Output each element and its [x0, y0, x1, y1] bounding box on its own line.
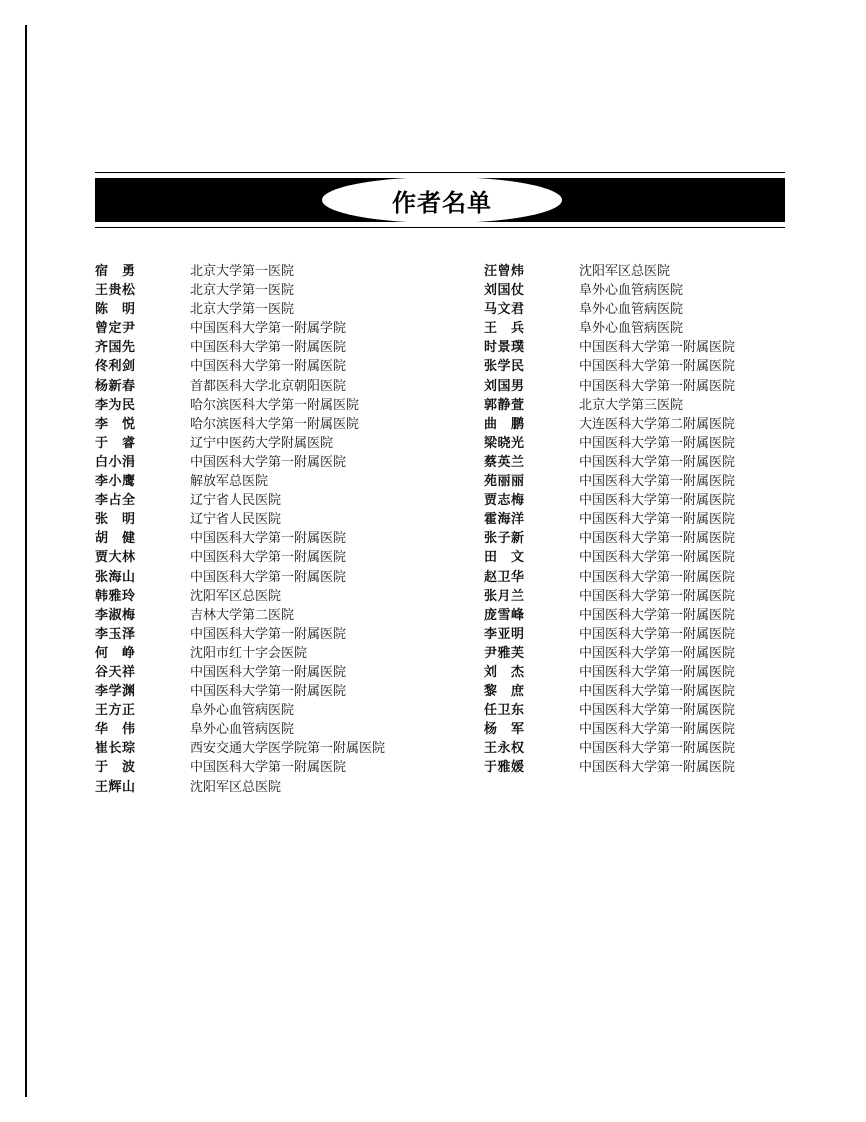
author-name: 郭静萱 — [484, 397, 525, 413]
author-affiliation: 哈尔滨医科大学第一附属医院 — [190, 397, 360, 413]
author-affiliation: 中国医科大学第一附属医院 — [190, 664, 347, 680]
author-name: 李 悦 — [95, 416, 136, 432]
author-affiliation: 中国医科大学第一附属医院 — [579, 454, 736, 470]
author-affiliation: 中国医科大学第一附属医院 — [190, 569, 347, 585]
author-name: 宿 勇 — [95, 264, 136, 279]
author-entry — [484, 587, 735, 606]
author-affiliation: 沈阳市红十字会医院 — [190, 645, 308, 661]
author-entry — [484, 701, 735, 720]
author-affiliation: 沈阳军区总医院 — [190, 588, 282, 604]
author-name: 尹雅芙 — [484, 645, 525, 661]
author-name: 杨 军 — [484, 722, 525, 738]
author-entry — [484, 758, 735, 777]
author-affiliation: 中国医科大学第一附属医院 — [579, 340, 736, 356]
author-affiliation: 阜外心血管病医院 — [190, 722, 295, 738]
section-banner — [95, 172, 785, 228]
author-name: 任卫东 — [484, 703, 525, 719]
author-affiliation: 中国医科大学第一附属医院 — [190, 340, 347, 356]
author-name: 汪曾炜 — [484, 264, 525, 279]
author-name: 马文君 — [484, 302, 525, 318]
author-list-right-column — [484, 262, 735, 778]
author-entry — [484, 548, 735, 567]
author-affiliation: 北京大学第一医院 — [190, 283, 295, 299]
page-binding-edge — [25, 25, 27, 1097]
author-entry — [95, 300, 385, 319]
author-entry — [95, 663, 385, 682]
author-entry — [484, 300, 735, 319]
author-entry — [484, 357, 735, 376]
author-name: 庞雪峰 — [484, 607, 525, 623]
author-name: 王 兵 — [484, 321, 525, 337]
author-name: 王辉山 — [95, 779, 136, 795]
author-name: 佟利剑 — [95, 359, 136, 375]
author-name: 张海山 — [95, 569, 136, 585]
author-entry — [484, 682, 735, 701]
author-entry — [484, 739, 735, 758]
author-affiliation: 中国医科大学第一附属医院 — [579, 378, 736, 394]
author-name: 时景璞 — [484, 340, 525, 356]
author-affiliation: 中国医科大学第一附属医院 — [579, 512, 736, 528]
author-name: 王贵松 — [95, 283, 136, 299]
author-affiliation: 阜外心血管病医院 — [579, 321, 684, 337]
author-affiliation: 沈阳军区总医院 — [190, 779, 282, 795]
author-affiliation: 中国医科大学第一附属医院 — [579, 607, 736, 623]
author-affiliation: 中国医科大学第一附属医院 — [579, 741, 736, 757]
author-name: 杨新春 — [95, 378, 136, 394]
author-entry — [484, 720, 735, 739]
author-entry — [95, 548, 385, 567]
author-name: 王永权 — [484, 741, 525, 757]
author-entry — [95, 281, 385, 300]
author-entry — [484, 377, 735, 396]
author-affiliation: 中国医科大学第一附属医院 — [579, 703, 736, 719]
author-name: 韩雅玲 — [95, 588, 136, 604]
author-affiliation: 北京大学第一医院 — [190, 264, 295, 279]
author-affiliation: 中国医科大学第一附属医院 — [579, 474, 736, 490]
author-affiliation: 中国医科大学第一附属医院 — [579, 493, 736, 509]
author-entry — [484, 262, 735, 281]
author-affiliation: 解放军总医院 — [190, 474, 269, 490]
author-name: 曾定尹 — [95, 321, 136, 337]
author-entry — [95, 701, 385, 720]
author-entry — [484, 625, 735, 644]
author-name: 黎 庶 — [484, 684, 525, 700]
author-entry — [95, 472, 385, 491]
author-affiliation: 中国医科大学第一附属医院 — [579, 435, 736, 451]
author-name: 王方正 — [95, 703, 136, 719]
author-list-left-column — [95, 262, 385, 797]
author-affiliation: 吉林大学第二医院 — [190, 607, 295, 623]
author-affiliation: 中国医科大学第一附属医院 — [190, 531, 347, 547]
author-name: 贾大林 — [95, 550, 136, 566]
author-entry — [484, 281, 735, 300]
author-affiliation: 辽宁中医药大学附属医院 — [190, 435, 334, 451]
author-name: 曲 鹏 — [484, 416, 525, 432]
author-affiliation: 中国医科大学第一附属医院 — [579, 588, 736, 604]
author-name: 于 波 — [95, 760, 136, 776]
author-name: 霍海洋 — [484, 512, 525, 528]
author-entry — [95, 415, 385, 434]
author-entry — [484, 663, 735, 682]
author-name: 李小鹰 — [95, 474, 136, 490]
author-affiliation: 中国医科大学第一附属医院 — [579, 569, 736, 585]
author-entry — [484, 453, 735, 472]
author-affiliation: 北京大学第一医院 — [190, 302, 295, 318]
author-entry — [95, 453, 385, 472]
author-name: 谷天祥 — [95, 664, 136, 680]
author-name: 贾志梅 — [484, 493, 525, 509]
author-entry — [95, 377, 385, 396]
author-affiliation: 北京大学第三医院 — [579, 397, 684, 413]
author-affiliation: 大连医科大学第二附属医院 — [579, 416, 736, 432]
author-name: 胡 健 — [95, 531, 136, 547]
author-name: 刘 杰 — [484, 664, 525, 680]
author-affiliation: 中国医科大学第一附属医院 — [579, 359, 736, 375]
author-entry — [95, 758, 385, 777]
author-affiliation: 中国医科大学第一附属医院 — [579, 531, 736, 547]
author-affiliation: 中国医科大学第一附属医院 — [579, 550, 736, 566]
author-entry — [484, 338, 735, 357]
author-affiliation: 中国医科大学第一附属医院 — [190, 550, 347, 566]
author-name: 赵卫华 — [484, 569, 525, 585]
author-affiliation: 中国医科大学第一附属医院 — [190, 626, 347, 642]
author-name: 刘国男 — [484, 378, 525, 394]
author-entry — [95, 682, 385, 701]
author-entry — [95, 606, 385, 625]
author-affiliation: 中国医科大学第一附属医院 — [579, 684, 736, 700]
author-name: 陈 明 — [95, 302, 136, 318]
author-entry — [484, 568, 735, 587]
author-affiliation: 中国医科大学第一附属学院 — [190, 321, 347, 337]
author-entry — [484, 396, 735, 415]
author-name: 李淑梅 — [95, 607, 136, 623]
author-name: 田 文 — [484, 550, 525, 566]
author-entry — [484, 491, 735, 510]
author-entry — [484, 415, 735, 434]
author-entry — [95, 396, 385, 415]
author-entry — [484, 606, 735, 625]
author-entry — [95, 568, 385, 587]
author-entry — [95, 720, 385, 739]
author-name: 苑丽丽 — [484, 474, 525, 490]
author-affiliation: 中国医科大学第一附属医院 — [579, 760, 736, 776]
author-name: 李亚明 — [484, 626, 525, 642]
author-affiliation: 中国医科大学第一附属医院 — [190, 760, 347, 776]
page-title: 作者名单 — [392, 188, 492, 217]
author-name: 李学渊 — [95, 684, 136, 700]
author-entry — [484, 319, 735, 338]
author-entry — [95, 338, 385, 357]
author-entry — [484, 434, 735, 453]
author-entry — [484, 510, 735, 529]
author-entry — [95, 319, 385, 338]
author-affiliation: 西安交通大学医学院第一附属医院 — [190, 741, 386, 757]
author-entry — [95, 587, 385, 606]
author-name: 崔长琮 — [95, 741, 136, 757]
author-name: 李占全 — [95, 493, 136, 509]
author-name: 李为民 — [95, 397, 136, 413]
author-entry — [95, 434, 385, 453]
author-entry — [95, 510, 385, 529]
author-name: 张 明 — [95, 512, 136, 528]
author-entry — [484, 472, 735, 491]
author-entry — [95, 644, 385, 663]
banner-top-rule — [95, 172, 785, 173]
banner-bottom-rule — [95, 227, 785, 228]
author-name: 张学民 — [484, 359, 525, 375]
author-name: 梁晓光 — [484, 435, 525, 451]
author-affiliation: 中国医科大学第一附属医院 — [579, 645, 736, 661]
author-entry — [484, 529, 735, 548]
author-affiliation: 阜外心血管病医院 — [190, 703, 295, 719]
author-affiliation: 中国医科大学第一附属医院 — [579, 664, 736, 680]
author-name: 张月兰 — [484, 588, 525, 604]
author-affiliation: 沈阳军区总医院 — [579, 264, 671, 279]
author-entry — [484, 644, 735, 663]
author-affiliation: 阜外心血管病医院 — [579, 283, 684, 299]
author-affiliation: 中国医科大学第一附属医院 — [190, 684, 347, 700]
author-affiliation: 辽宁省人民医院 — [190, 512, 282, 528]
author-name: 华 伟 — [95, 722, 136, 738]
author-affiliation: 中国医科大学第一附属医院 — [190, 359, 347, 375]
author-name: 蔡英兰 — [484, 454, 525, 470]
author-affiliation: 中国医科大学第一附属医院 — [579, 626, 736, 642]
author-name: 李玉泽 — [95, 626, 136, 642]
author-name: 白小涓 — [95, 454, 136, 470]
author-entry — [95, 778, 385, 797]
author-affiliation: 中国医科大学第一附属医院 — [190, 454, 347, 470]
author-affiliation: 阜外心血管病医院 — [579, 302, 684, 318]
author-entry — [95, 357, 385, 376]
author-name: 刘国仗 — [484, 283, 525, 299]
author-name: 于雅媛 — [484, 760, 525, 776]
author-name: 于 睿 — [95, 435, 136, 451]
author-affiliation: 哈尔滨医科大学第一附属医院 — [190, 416, 360, 432]
author-entry — [95, 491, 385, 510]
author-entry — [95, 739, 385, 758]
author-name: 齐国先 — [95, 340, 136, 356]
author-affiliation: 中国医科大学第一附属医院 — [579, 722, 736, 738]
author-entry — [95, 625, 385, 644]
author-affiliation: 辽宁省人民医院 — [190, 493, 282, 509]
author-name: 何 峥 — [95, 645, 136, 661]
author-name: 张子新 — [484, 531, 525, 547]
author-entry — [95, 262, 385, 281]
author-affiliation: 首都医科大学北京朝阳医院 — [190, 378, 347, 394]
author-entry — [95, 529, 385, 548]
